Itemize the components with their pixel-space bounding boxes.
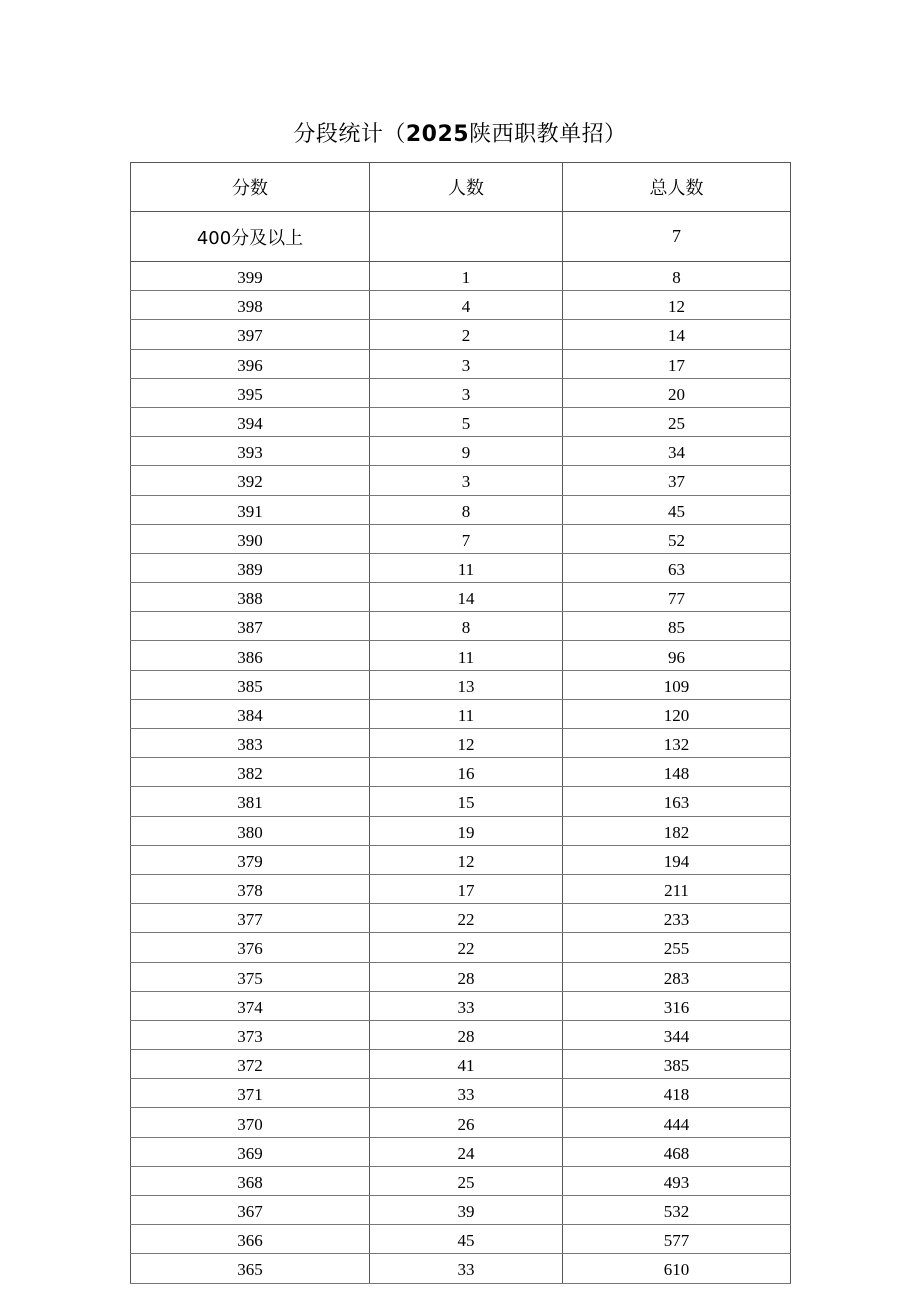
cell-total: 418: [563, 1079, 791, 1108]
table-row: [131, 262, 791, 291]
cell-count: 22: [370, 904, 563, 933]
cell-total: 444: [563, 1108, 791, 1137]
cell-score: 370: [131, 1108, 370, 1137]
cell-count: 2: [370, 320, 563, 349]
cell-total: 52: [563, 524, 791, 553]
cell-total: 45: [563, 495, 791, 524]
cell-score: 382: [131, 758, 370, 787]
cell-count: 22: [370, 933, 563, 962]
cell-total: 85: [563, 612, 791, 641]
cell-total: 385: [563, 1050, 791, 1079]
cell-score: 366: [131, 1225, 370, 1254]
table-row: [131, 816, 791, 845]
cell-score: 385: [131, 670, 370, 699]
cell-score: 373: [131, 1020, 370, 1049]
table-row: [131, 1196, 791, 1225]
table-row: [131, 1166, 791, 1195]
cell-count: 28: [370, 1020, 563, 1049]
cell-total: 12: [563, 291, 791, 320]
table-row: [131, 1050, 791, 1079]
cell-score: 372: [131, 1050, 370, 1079]
table-row: [131, 991, 791, 1020]
cell-total: 468: [563, 1137, 791, 1166]
cell-score: 397: [131, 320, 370, 349]
cell-count: 24: [370, 1137, 563, 1166]
cell-total: 34: [563, 437, 791, 466]
header-count: 人数: [370, 163, 563, 212]
cell-total: 8: [563, 262, 791, 291]
table-row: [131, 407, 791, 436]
cell-total: 63: [563, 553, 791, 582]
table-row: [131, 758, 791, 787]
cell-total: 7: [563, 212, 791, 262]
table-row: [131, 904, 791, 933]
cell-count: 7: [370, 524, 563, 553]
cell-score: 399: [131, 262, 370, 291]
cell-score: 389: [131, 553, 370, 582]
cell-score: 400分及以上: [131, 212, 370, 262]
cell-total: 610: [563, 1254, 791, 1283]
cell-count: 33: [370, 1079, 563, 1108]
cell-count: 17: [370, 874, 563, 903]
cell-count: 11: [370, 553, 563, 582]
cell-total: 493: [563, 1166, 791, 1195]
table-row: [131, 378, 791, 407]
cell-count: 5: [370, 407, 563, 436]
title-prefix: 分段统计（: [293, 122, 406, 147]
cell-score: 377: [131, 904, 370, 933]
cell-score: 395: [131, 378, 370, 407]
header-total: 总人数: [563, 163, 791, 212]
cell-total: 14: [563, 320, 791, 349]
table-row: [131, 553, 791, 582]
cell-count: 45: [370, 1225, 563, 1254]
table-row: [131, 1225, 791, 1254]
cell-count: 4: [370, 291, 563, 320]
table-header-row: [131, 163, 791, 212]
cell-score: 386: [131, 641, 370, 670]
cell-score: 383: [131, 729, 370, 758]
table-row: [131, 670, 791, 699]
table-row: [131, 933, 791, 962]
table-row: [131, 845, 791, 874]
cell-count: 15: [370, 787, 563, 816]
cell-total: 577: [563, 1225, 791, 1254]
cell-total: 20: [563, 378, 791, 407]
table-row-top: [131, 212, 791, 262]
header-score: 分数: [131, 163, 370, 212]
table-row: [131, 320, 791, 349]
cell-score: 390: [131, 524, 370, 553]
cell-count: 8: [370, 612, 563, 641]
cell-score: 369: [131, 1137, 370, 1166]
cell-count: 39: [370, 1196, 563, 1225]
table-row: [131, 729, 791, 758]
cell-count: 3: [370, 349, 563, 378]
table-row: [131, 1254, 791, 1283]
cell-count: 14: [370, 583, 563, 612]
cell-score: 387: [131, 612, 370, 641]
table-row: [131, 583, 791, 612]
cell-total: 77: [563, 583, 791, 612]
title-year: 2025: [405, 122, 470, 147]
cell-count: 41: [370, 1050, 563, 1079]
score-distribution-table: [130, 162, 791, 1284]
table-row: [131, 291, 791, 320]
cell-count: 25: [370, 1166, 563, 1195]
cell-count: 3: [370, 378, 563, 407]
page-title: [0, 118, 920, 152]
cell-total: 132: [563, 729, 791, 758]
table-row: [131, 1079, 791, 1108]
table-row: [131, 1020, 791, 1049]
cell-count: 19: [370, 816, 563, 845]
cell-score: 394: [131, 407, 370, 436]
cell-score: 384: [131, 699, 370, 728]
cell-count: 11: [370, 699, 563, 728]
cell-count: 1: [370, 262, 563, 291]
cell-count: [370, 212, 563, 262]
table-row: [131, 874, 791, 903]
cell-total: 120: [563, 699, 791, 728]
cell-total: 283: [563, 962, 791, 991]
cell-count: 16: [370, 758, 563, 787]
cell-total: 182: [563, 816, 791, 845]
table-row: [131, 349, 791, 378]
cell-score: 381: [131, 787, 370, 816]
cell-score: 379: [131, 845, 370, 874]
cell-total: 211: [563, 874, 791, 903]
cell-count: 11: [370, 641, 563, 670]
cell-count: 9: [370, 437, 563, 466]
cell-total: 37: [563, 466, 791, 495]
cell-count: 33: [370, 991, 563, 1020]
cell-score: 378: [131, 874, 370, 903]
title-suffix: 陕西职教单招）: [469, 122, 627, 147]
cell-score: 380: [131, 816, 370, 845]
table-row: [131, 1108, 791, 1137]
cell-score: 367: [131, 1196, 370, 1225]
table-row: [131, 495, 791, 524]
cell-total: 344: [563, 1020, 791, 1049]
cell-score: 388: [131, 583, 370, 612]
cell-total: 233: [563, 904, 791, 933]
cell-score: 398: [131, 291, 370, 320]
cell-total: 25: [563, 407, 791, 436]
cell-score: 392: [131, 466, 370, 495]
cell-score: 365: [131, 1254, 370, 1283]
cell-score: 368: [131, 1166, 370, 1195]
cell-count: 3: [370, 466, 563, 495]
cell-score: 396: [131, 349, 370, 378]
table-row: [131, 787, 791, 816]
cell-total: 148: [563, 758, 791, 787]
cell-count: 8: [370, 495, 563, 524]
cell-count: 12: [370, 729, 563, 758]
cell-total: 255: [563, 933, 791, 962]
table-row: [131, 524, 791, 553]
cell-total: 17: [563, 349, 791, 378]
cell-count: 28: [370, 962, 563, 991]
cell-total: 316: [563, 991, 791, 1020]
cell-score: 375: [131, 962, 370, 991]
cell-total: 96: [563, 641, 791, 670]
table-row: [131, 612, 791, 641]
cell-score: 376: [131, 933, 370, 962]
cell-count: 26: [370, 1108, 563, 1137]
cell-count: 12: [370, 845, 563, 874]
table-row: [131, 962, 791, 991]
table-row: [131, 466, 791, 495]
cell-score: 391: [131, 495, 370, 524]
table-row: [131, 699, 791, 728]
cell-total: 109: [563, 670, 791, 699]
cell-score: 374: [131, 991, 370, 1020]
cell-total: 163: [563, 787, 791, 816]
cell-count: 33: [370, 1254, 563, 1283]
cell-score: 393: [131, 437, 370, 466]
table-body: [131, 212, 791, 1284]
cell-score: 371: [131, 1079, 370, 1108]
table-row: [131, 641, 791, 670]
cell-total: 194: [563, 845, 791, 874]
table-row: [131, 1137, 791, 1166]
table-row: [131, 437, 791, 466]
cell-count: 13: [370, 670, 563, 699]
cell-total: 532: [563, 1196, 791, 1225]
